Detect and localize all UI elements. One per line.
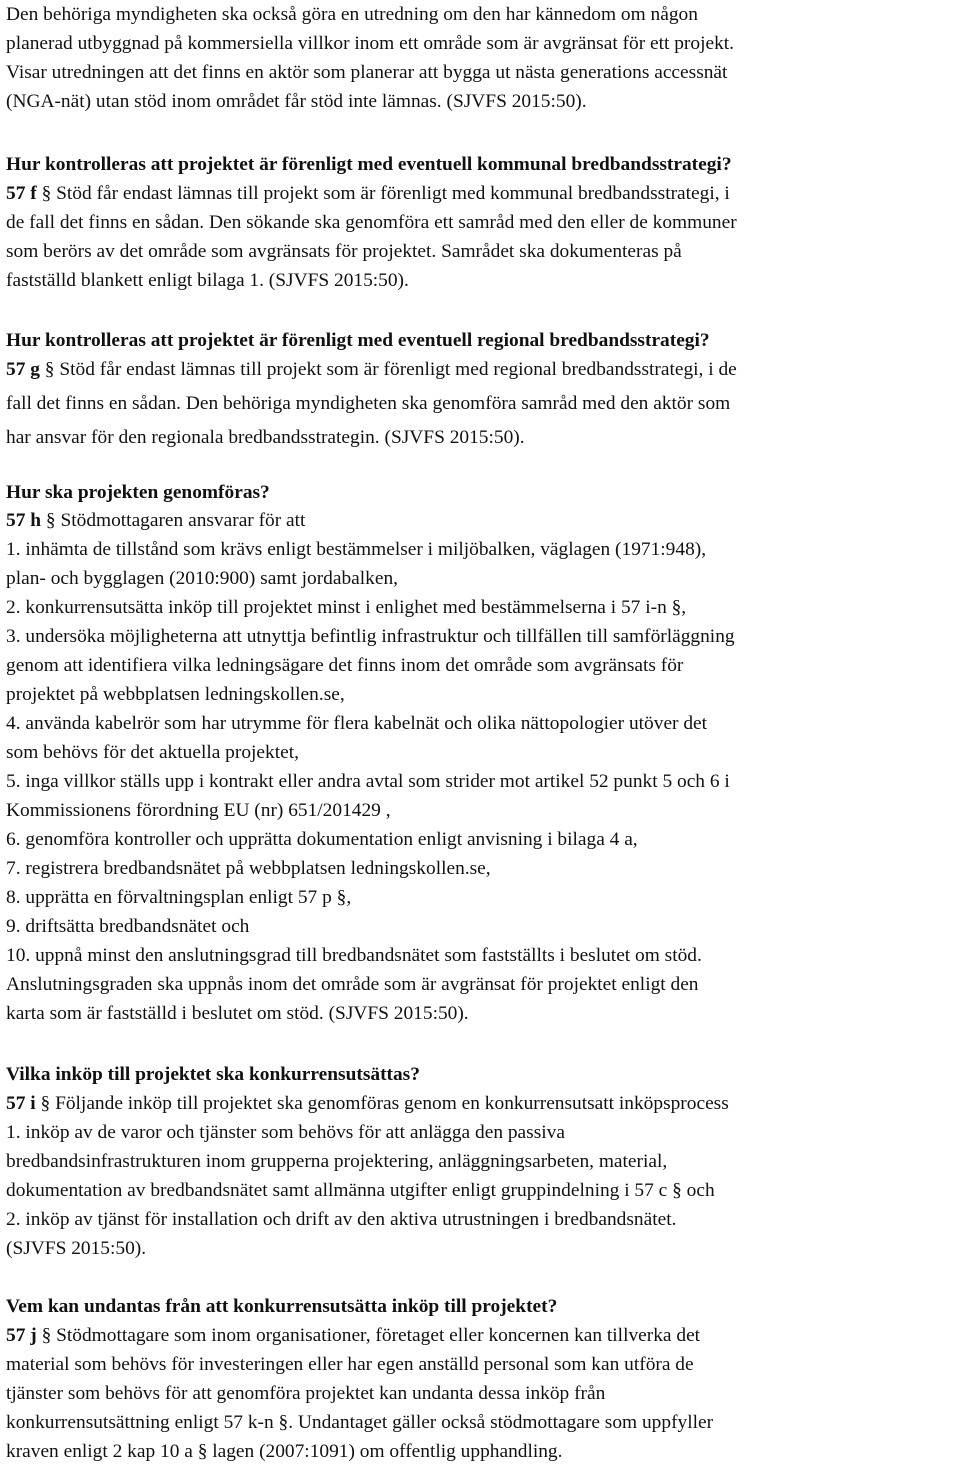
section-sign: § — [41, 183, 52, 204]
paragraph-57g: 57 g § Stöd får endast lämnas till projekt som är förenligt med regional bredbandsstrategi, i de — [6, 359, 737, 380]
section-ref: 57 g — [6, 359, 40, 380]
paragraph-line: konkurrensutsättning enligt 57 k-n §. Undantaget gäller också stödmottagare som uppfyller — [6, 1412, 714, 1433]
list-item: 4. använda kabelrör som har utrymme för flera kabelnät och olika nättopologier utöver det — [6, 713, 708, 734]
list-item: 3. undersöka möjligheterna att utnyttja befintlig infrastruktur och tillfällen till samförläggning — [6, 626, 735, 647]
intro-line: Visar utredningen att det finns en aktör som planerar att bygga ut nästa generations accessnät — [6, 62, 728, 83]
list-item: 1. inhämta de tillstånd som krävs enligt bestämmelser i miljöbalken, väglagen (1971:948), — [6, 539, 707, 560]
list-item: 7. registrera bredbandsnätet på webbplatsen ledningskollen.se, — [6, 858, 491, 879]
list-item: 10. uppnå minst den anslutningsgrad till bredbandsnätet som fastställts i beslutet om stöd. — [6, 945, 702, 966]
section-ref: 57 h — [6, 510, 42, 531]
paragraph-line: de fall det finns en sådan. Den sökande ska genomföra ett samråd med den eller de kommuner — [6, 212, 737, 233]
section-ref: 57 i — [6, 1093, 36, 1114]
paragraph-line: har ansvar för den regionala bredbandsstrategin. (SJVFS 2015:50). — [6, 427, 525, 448]
paragraph-line: kraven enligt 2 kap 10 a § lagen (2007:1091) om offentlig upphandling. — [6, 1441, 563, 1462]
list-item: dokumentation av bredbandsnätet samt allmänna utgifter enligt gruppindelning i 57 c § och — [6, 1180, 715, 1201]
section-heading: Hur kontrolleras att projektet är förenligt med eventuell kommunal bredbandsstrategi? — [6, 154, 732, 175]
list-item: 2. inköp av tjänst för installation och drift av den aktiva utrustningen i bredbandsnätet. — [6, 1209, 677, 1230]
paragraph-line: fall det finns en sådan. Den behöriga myndigheten ska genomföra samråd med den aktör som — [6, 393, 731, 414]
section-sign: § — [41, 1325, 52, 1346]
list-item: (SJVFS 2015:50). — [6, 1238, 147, 1259]
intro-line: (NGA-nät) utan stöd inom området får stöd inte lämnas. (SJVFS 2015:50). — [6, 91, 587, 112]
section-heading: Vilka inköp till projektet ska konkurrensutsättas? — [6, 1064, 420, 1085]
list-item: bredbandsinfrastrukturen inom grupperna projektering, anläggningsarbeten, material, — [6, 1151, 668, 1172]
intro-line: Den behöriga myndigheten ska också göra en utredning om den har kännedom om någon — [6, 4, 698, 25]
paragraph-line: material som behövs för investeringen eller har egen anställd personal som kan utföra de — [6, 1354, 694, 1375]
paragraph-57h: 57 h § Stödmottagaren ansvarar för att — [6, 510, 306, 531]
list-item: som behövs för det aktuella projektet, — [6, 742, 299, 763]
section-sign: § — [40, 1093, 51, 1114]
list-item: Kommissionens förordning EU (nr) 651/201429 , — [6, 800, 391, 821]
list-item: 9. driftsätta bredbandsnätet och — [6, 916, 250, 937]
section-heading: Vem kan undantas från att konkurrensutsätta inköp till projektet? — [6, 1296, 558, 1317]
paragraph-line: fastställd blankett enligt bilaga 1. (SJVFS 2015:50). — [6, 270, 409, 291]
section-sign: § — [45, 510, 56, 531]
section-heading: Hur kontrolleras att projektet är förenligt med eventuell regional bredbandsstrategi? — [6, 330, 710, 351]
list-item: plan- och bygglagen (2010:900) samt jordabalken, — [6, 568, 399, 589]
list-item: projektet på webbplatsen ledningskollen.se, — [6, 684, 345, 705]
list-item: genom att identifiera vilka ledningsägare det finns inom det område som avgränsats för — [6, 655, 684, 676]
section-ref: 57 j — [6, 1325, 37, 1346]
list-item: 1. inköp av de varor och tjänster som behövs för att anlägga den passiva — [6, 1122, 565, 1143]
list-item: 5. inga villkor ställs upp i kontrakt eller andra avtal som strider mot artikel 52 punkt 5 och 6 i — [6, 771, 730, 792]
list-item: 2. konkurrensutsätta inköp till projektet minst i enlighet med bestämmelserna i 57 i-n §, — [6, 597, 687, 618]
paragraph-line: tjänster som behövs för att genomföra projektet kan undanta dessa inköp från — [6, 1383, 606, 1404]
paragraph-line: som berörs av det område som avgränsats för projektet. Samrådet ska dokumenteras på — [6, 241, 682, 262]
list-item: karta som är fastställd i beslutet om stöd. (SJVFS 2015:50). — [6, 1003, 469, 1024]
section-sign: § — [44, 359, 55, 380]
list-item: Anslutningsgraden ska uppnås inom det område som är avgränsat för projektet enligt den — [6, 974, 699, 995]
paragraph-57i: 57 i § Följande inköp till projektet ska genomföras genom en konkurrensutsatt inköpsprocess — [6, 1093, 729, 1114]
paragraph-57j: 57 j § Stödmottagare som inom organisationer, företaget eller koncernen kan tillverka det — [6, 1325, 701, 1346]
intro-line: planerad utbyggnad på kommersiella villkor inom ett område som är avgränsat för ett projekt. — [6, 33, 735, 54]
list-item: 6. genomföra kontroller och upprätta dokumentation enligt anvisning i bilaga 4 a, — [6, 829, 638, 850]
list-item: 8. upprätta en förvaltningsplan enligt 57 p §, — [6, 887, 352, 908]
section-ref: 57 f — [6, 183, 37, 204]
paragraph-57f: 57 f § Stöd får endast lämnas till projekt som är förenligt med kommunal bredbandsstrategi, i — [6, 183, 730, 204]
section-heading: Hur ska projekten genomföras? — [6, 482, 270, 503]
